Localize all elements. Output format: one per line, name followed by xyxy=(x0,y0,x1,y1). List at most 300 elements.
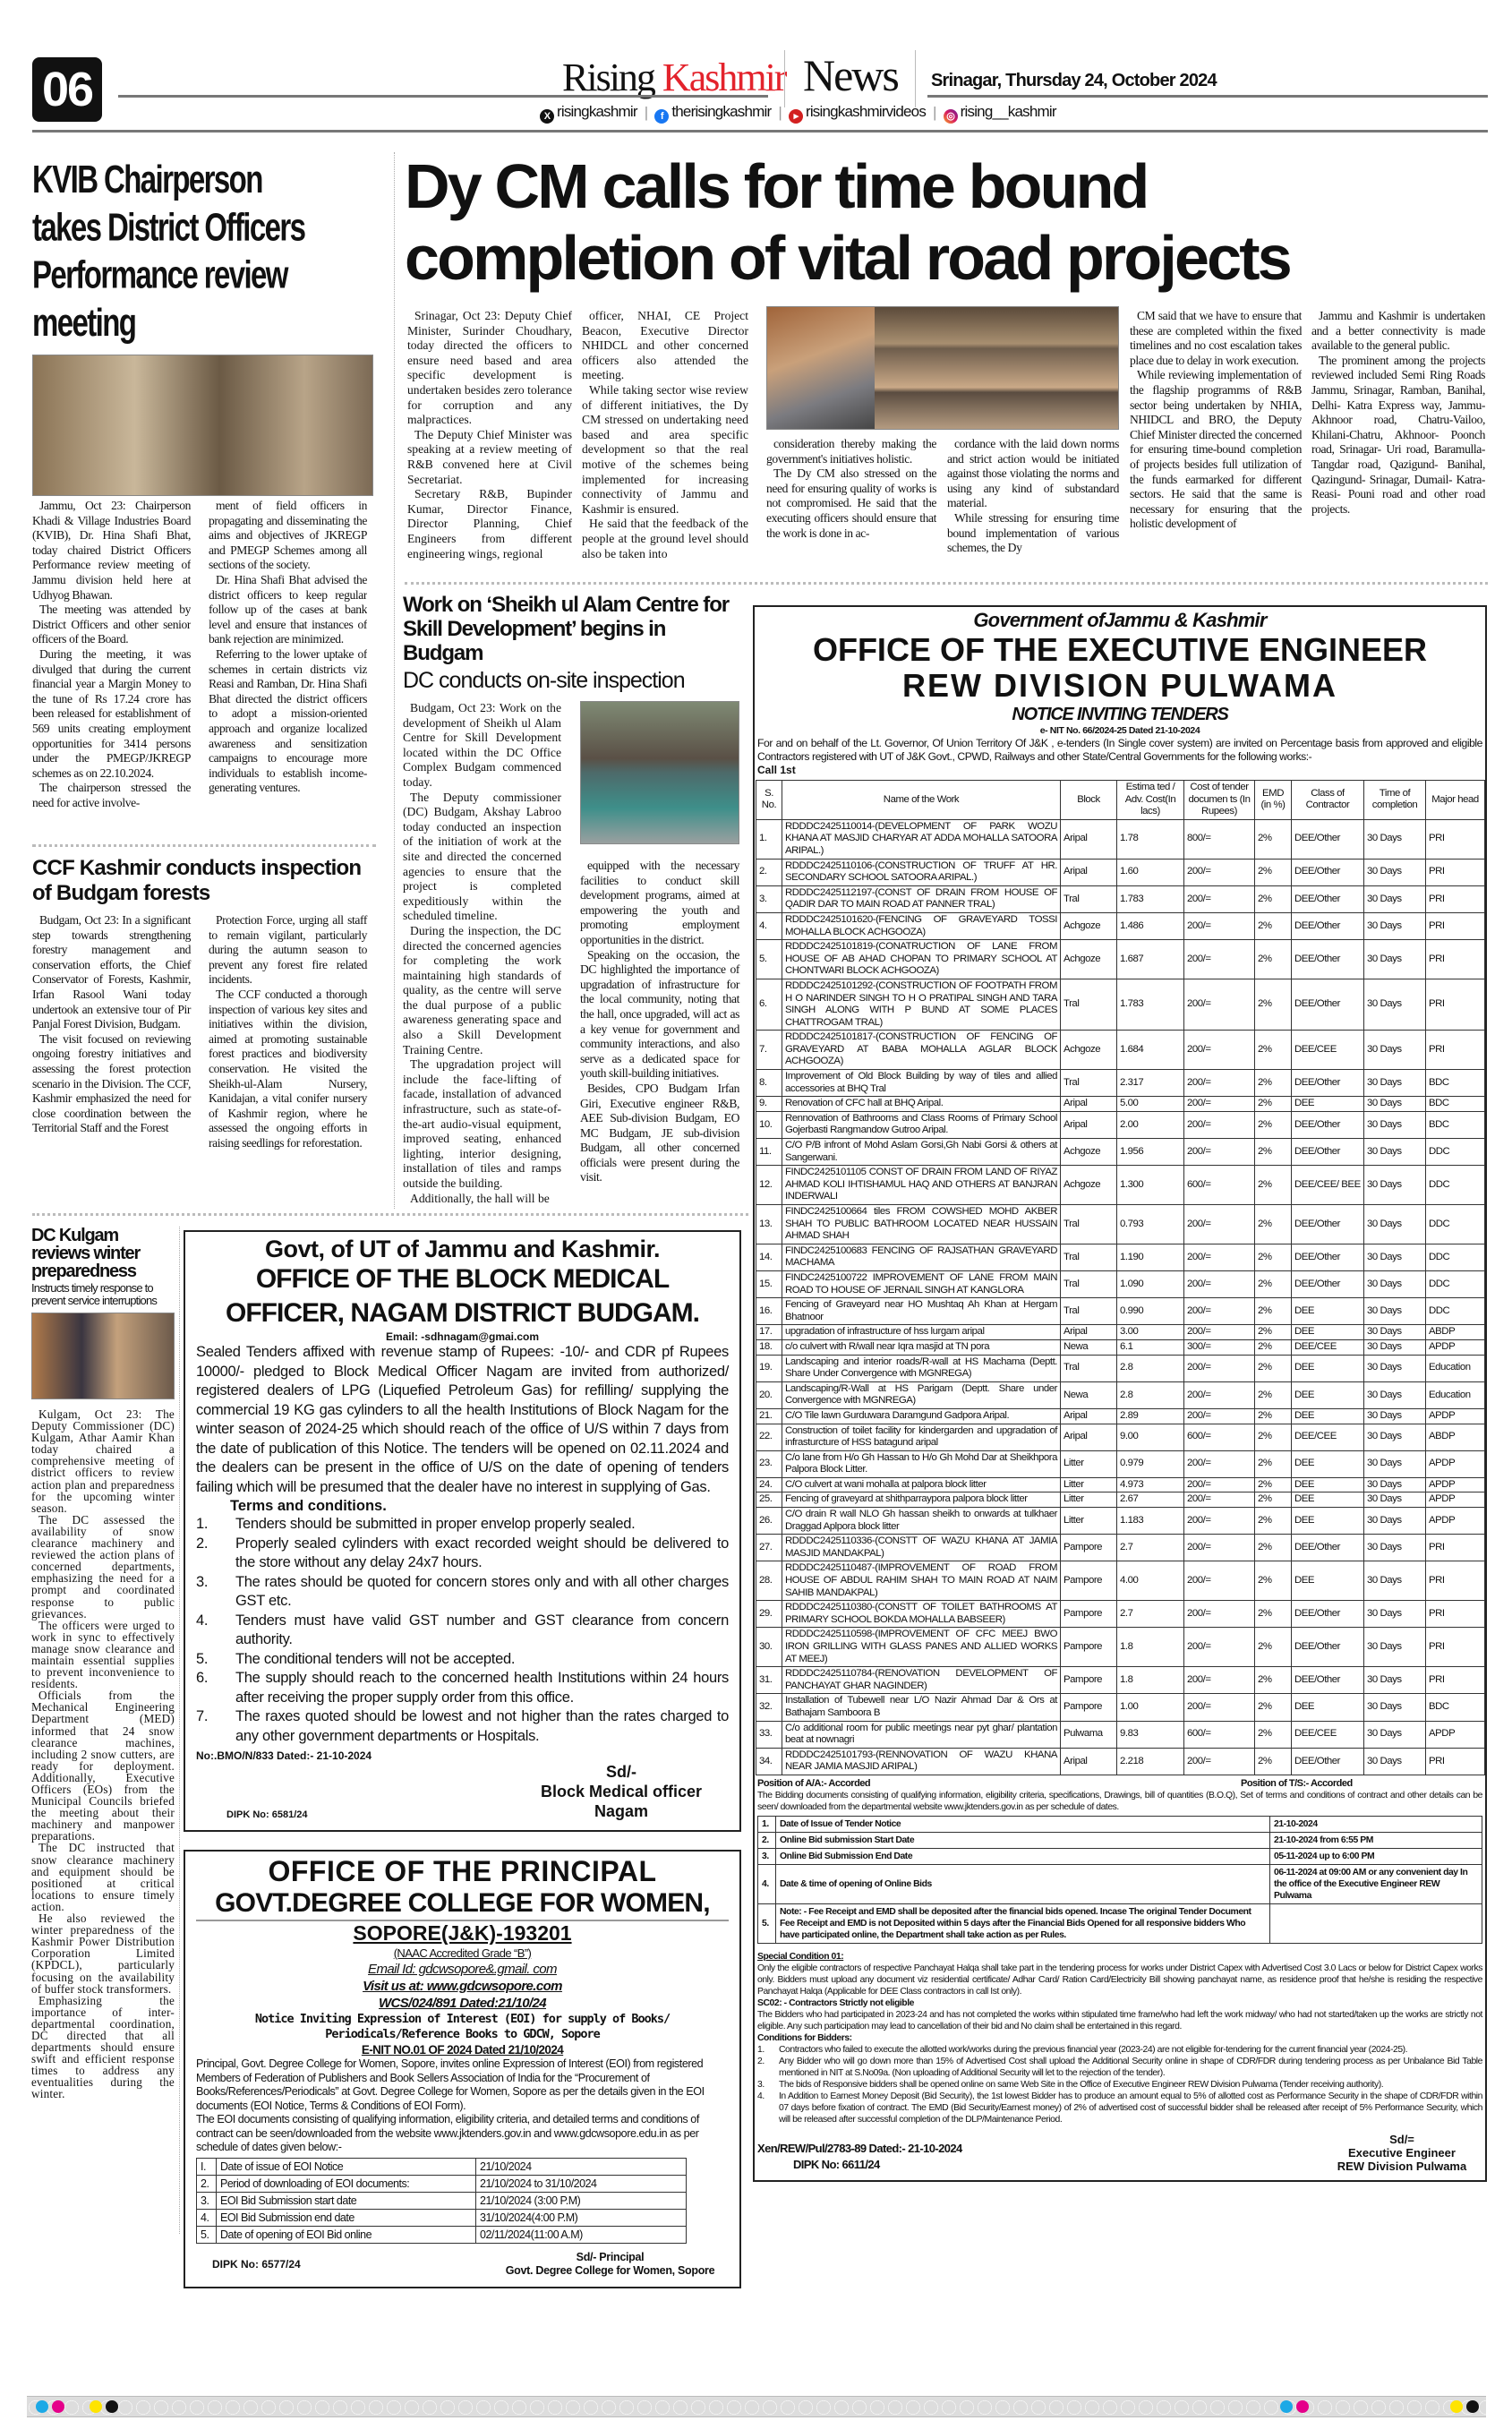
schedule-cell: 21/10/2024 xyxy=(476,2158,687,2175)
tender-ref: Xen/REW/Pul/2783-89 Dated:- 21-10-2024 xyxy=(757,2141,962,2155)
social-instagram[interactable] xyxy=(944,102,1056,124)
table-cell: RDDDC2425110487-(IMPROVEMENT OF ROAD FROM HOUSE OF ABDUL RAHIM SHAH TO MAIN ROAD AT NAIM SAHIB MANDAKPAL) xyxy=(782,1561,1061,1601)
table-cell: 200/= xyxy=(1184,1031,1255,1070)
lead-column-1 xyxy=(407,309,572,576)
table-cell: DEE/Other xyxy=(1292,1667,1364,1694)
table-cell: 4.973 xyxy=(1117,1477,1184,1492)
tender-dipk: DIPK No: 6611/24 xyxy=(793,2157,880,2171)
table-cell: 2% xyxy=(1255,885,1292,912)
table-cell: Achgoze xyxy=(1061,1139,1117,1166)
sd: Sd/- Principal xyxy=(576,2250,645,2263)
table-cell: 200/= xyxy=(1184,1694,1255,1721)
paragraph: The DC assessed the availability of snow clearance machinery and reviewed the action plans of concerned departments, emphasizing the need for a prompt and coordinated response to public grievances. xyxy=(31,1512,175,1621)
table-cell: 2.7 xyxy=(1117,1601,1184,1628)
item-number: 2. xyxy=(196,1535,209,1552)
schedule-cell: 1. xyxy=(758,1816,776,1832)
kulgam-meeting-photo xyxy=(31,1313,175,1399)
table-cell: DEE/CEE xyxy=(1292,1339,1364,1355)
paragraph: The Dy CM also stressed on the need for ensuring quality of works is not compromised. He said that the executing officers should ensure that the work is done in ac- xyxy=(766,466,936,540)
tender-intro: For and on behalf of the Lt. Governor, Of Union Territory Of J&K , e-tenders (In Single cover system) are invited on Percentage basis from approved and eligible Contractors registered with UT of J&K Govt., CPWD, Railways and other State/Central Governments for the following works:- xyxy=(757,737,1482,763)
table-cell: DEE/Other xyxy=(1292,940,1364,979)
table-cell: 2% xyxy=(1255,1325,1292,1340)
paragraph: Speaking on the occasion, the DC highlighted the importance of upgradation of infrastructure for the local community, noting that the hall, once upgraded, will act as a key venue for government and community interactions, and also serve as a dedicated space for youth skill-building initiatives. xyxy=(580,947,739,1081)
social-handle: therisingkashmir xyxy=(671,103,772,120)
table-cell: 5. xyxy=(756,940,782,979)
table-cell: 1.78 xyxy=(1117,819,1184,859)
sd: Sd/= xyxy=(1389,2132,1414,2146)
table-cell: 7. xyxy=(756,1031,782,1070)
table-cell: PRI xyxy=(1426,1601,1485,1628)
table-cell: DDC xyxy=(1426,1166,1485,1205)
table-cell: 30 Days xyxy=(1364,1355,1426,1381)
table-cell: DEE/Other xyxy=(1292,1270,1364,1297)
tender-office-line2: REW DIVISION PULWAMA xyxy=(901,667,1337,704)
item-number: 3. xyxy=(757,2079,765,2090)
table-cell: 30 Days xyxy=(1364,1450,1426,1477)
table-cell: 30 Days xyxy=(1364,1339,1426,1355)
tender-notice xyxy=(753,605,1487,2182)
table-row xyxy=(756,1694,1485,1721)
schedule-cell: 06-11-2024 at 09:00 AM or any convenient day In the office of the Executive Engineer REW Pulwama xyxy=(1270,1864,1482,1903)
item-number: 7. xyxy=(196,1708,209,1724)
paragraph: Referring to the lower uptake of schemes in certain districts viz Reasi and Ramban, Dr. Hina Shafi Bhat directed the district officers to adopt a mission-oriented approach and organize localized awareness and sensitization campaigns to encourage more individuals to establish income-generating ventures. xyxy=(209,646,367,795)
table-cell: Newa xyxy=(1061,1339,1117,1355)
table-cell: 2% xyxy=(1255,1205,1292,1244)
college-email[interactable]: Email Id: gdcwsopore&.gmail. com xyxy=(368,1962,557,1977)
table-cell: 30 Days xyxy=(1364,940,1426,979)
college-website[interactable]: Visit us at: www.gdcwsopore.com xyxy=(363,1979,562,1994)
table-cell: DEE/Other xyxy=(1292,1628,1364,1667)
table-row xyxy=(756,1748,1485,1775)
table-cell: 1.783 xyxy=(1117,885,1184,912)
table-cell: 30 Days xyxy=(1364,1070,1426,1097)
table-cell: 20. xyxy=(756,1381,782,1408)
table-cell: 0.990 xyxy=(1117,1298,1184,1325)
table-cell: DDC xyxy=(1426,1270,1485,1297)
column-header: Cost of tender documen ts (In Rupees) xyxy=(1184,781,1255,820)
table-cell: 200/= xyxy=(1184,1097,1255,1112)
table-cell: 2% xyxy=(1255,1561,1292,1601)
table-cell: 1.486 xyxy=(1117,912,1184,939)
table-cell: DEE xyxy=(1292,1492,1364,1508)
table-row xyxy=(756,1139,1485,1166)
table-cell: DEE/Other xyxy=(1292,1111,1364,1138)
lead-column-4 xyxy=(947,437,1119,577)
table-cell: 1.300 xyxy=(1117,1166,1184,1205)
conditions-list xyxy=(756,2044,1484,2125)
table-row xyxy=(756,1270,1485,1297)
divider xyxy=(32,1213,748,1216)
table-cell: DEE xyxy=(1292,1355,1364,1381)
table-cell: 2% xyxy=(1255,1298,1292,1325)
table-cell: 600/= xyxy=(1184,1721,1255,1748)
table-cell: 200/= xyxy=(1184,1748,1255,1775)
table-cell: 2% xyxy=(1255,940,1292,979)
table-cell: Achgoze xyxy=(1061,940,1117,979)
paragraph: He also reviewed the winter preparedness of the Kashmir Power Distribution Corporation Limited (KPDCL), particularly focusing on the availability of buffer stock transformers. xyxy=(31,1912,175,1996)
schedule-cell: Date of opening of EOI Bid online xyxy=(217,2226,476,2243)
table-cell: 9.00 xyxy=(1117,1424,1184,1450)
paragraph: Budgam, Oct 23: In a significant step towards strengthening forestry management and conservation efforts, the Chief Conservator of Forests, Kashmir, Irfan Rasool Wani today undertook an extensive tour of Pir Panjal Forest Division, Budgam. xyxy=(32,913,191,1031)
item-text: Any Bidder who will go down more than 15% of Advertised Cost shall upload the Additional Security online in shape of CDR/FDR during tendering process as per Unbalance Bid Table mentioned in NIT at S.No09a. (Non uploading of Additional Security will let to the rejection of the tender). xyxy=(779,2056,1482,2078)
table-cell: 30 Days xyxy=(1364,1298,1426,1325)
table-cell: Pampore xyxy=(1061,1535,1117,1561)
paragraph: Budgam, Oct 23: Work on the development of Sheikh ul Alam Centre for Skill Development located within the DC Office Complex Budgam commenced today. xyxy=(403,701,561,789)
table-cell: 2.7 xyxy=(1117,1535,1184,1561)
divider xyxy=(32,844,376,847)
table-cell: PRI xyxy=(1426,885,1485,912)
table-cell: ABDP xyxy=(1426,1424,1485,1450)
table-cell: 2.00 xyxy=(1117,1111,1184,1138)
table-cell: FINDC2425100664 tiles FROM COWSHED MOHD AKBER SHAH TO PUBLIC BATHROOM LOCATED NEAR HUSSAIN AHMAD SHAH xyxy=(782,1205,1061,1244)
table-cell: upgradation of infrastructure of hss lurgam aripal xyxy=(782,1325,1061,1340)
table-cell: 200/= xyxy=(1184,885,1255,912)
table-cell: 29. xyxy=(756,1601,782,1628)
divider xyxy=(784,50,785,107)
table-cell: DEE/CEE xyxy=(1292,1424,1364,1450)
lead-column-2 xyxy=(582,309,748,576)
table-row xyxy=(756,1097,1485,1112)
list-item xyxy=(196,1573,729,1612)
schedule-cell: Date & time of opening of Online Bids xyxy=(776,1864,1270,1903)
tender-works-table xyxy=(756,780,1485,1775)
table-cell: 2% xyxy=(1255,979,1292,1030)
divider xyxy=(915,50,916,107)
tender-notice-title: NOTICE INVITING TENDERS xyxy=(1012,705,1228,724)
table-cell: DEE xyxy=(1292,1694,1364,1721)
table-cell: C/o additional room for public meetings near pyt ghar/ plantation beat at nownagri xyxy=(782,1721,1061,1748)
table-cell: 30 Days xyxy=(1364,1508,1426,1535)
table-cell: 200/= xyxy=(1184,1298,1255,1325)
youtube-icon: ▸ xyxy=(789,109,803,124)
schedule-row xyxy=(197,2192,687,2209)
table-cell: Education xyxy=(1426,1355,1485,1381)
table-cell: 1.190 xyxy=(1117,1244,1184,1270)
headline-line: Performance review xyxy=(32,252,287,296)
table-cell: 200/= xyxy=(1184,1667,1255,1694)
table-cell: DEE/Other xyxy=(1292,979,1364,1030)
schedule-cell: 4. xyxy=(758,1864,776,1903)
table-cell: 1.8 xyxy=(1117,1667,1184,1694)
table-cell: 32. xyxy=(756,1694,782,1721)
ccf-column-2 xyxy=(209,913,367,1151)
social-x[interactable] xyxy=(540,102,637,124)
schedule-cell: 4. xyxy=(197,2209,217,2226)
table-row xyxy=(756,1381,1485,1408)
paragraph: CM said that we have to ensure that these are completed within the fixed timelines and no cost escalation takes place due to delay in work execution. xyxy=(1130,309,1302,367)
college-office-line1: OFFICE OF THE PRINCIPAL xyxy=(268,1855,657,1887)
table-cell: DEE/Other xyxy=(1292,1601,1364,1628)
budgam-column-1 xyxy=(403,701,561,1206)
table-row xyxy=(756,1535,1485,1561)
left-notices xyxy=(184,1230,741,2288)
table-cell: 1.684 xyxy=(1117,1031,1184,1070)
table-cell: DDC xyxy=(1426,1139,1485,1166)
table-cell: 30 Days xyxy=(1364,1628,1426,1667)
table-cell: APDP xyxy=(1426,1492,1485,1508)
lead-column-5 xyxy=(1130,309,1302,576)
table-cell: 15. xyxy=(756,1270,782,1297)
table-cell: 200/= xyxy=(1184,1477,1255,1492)
schedule-cell: Period of downloading of EOI documents: xyxy=(217,2175,476,2192)
table-cell: 200/= xyxy=(1184,1628,1255,1667)
table-cell: 12. xyxy=(756,1166,782,1205)
item-text: In Addition to Earnest Money Deposit (Bid Security), the 1st lowest Bidder has to produce an amount equal to 5% of allotted cost as Performance Security in the shape of CDR/FDR within 07 days before fixation of contract. The EMD (Bid Security/Earnest money) of 2% of advertised cost of successful bidder shall be released after receipt of 5% Performance Security, which will be released after successful completion of the DLP/Maintenance Period. xyxy=(779,2091,1482,2125)
table-cell: 200/= xyxy=(1184,1070,1255,1097)
table-cell: 2% xyxy=(1255,1694,1292,1721)
item-text: The rates should be quoted for concern stores only and with all other charges GST etc. xyxy=(235,1573,729,1609)
table-cell: 200/= xyxy=(1184,1270,1255,1297)
schedule-cell: Note: - Fee Receipt and EMD shall be deposited after the financial bids opened. Incase The original Tender Document Fee Receipt and EMD is not Deposited within 5 days after the Financial Bids Opened for all responsive bidders Who have participated online, the Department shall take action as per Rules. xyxy=(776,1903,1270,1943)
college-signature xyxy=(491,2251,729,2278)
tender-govt: Government ofJammu & Kashmir xyxy=(973,609,1267,631)
table-cell: 19. xyxy=(756,1355,782,1381)
table-cell: Aripal xyxy=(1061,1408,1117,1424)
table-cell: APDP xyxy=(1426,1508,1485,1535)
table-cell: 0.979 xyxy=(1117,1450,1184,1477)
table-cell: RDDDC2425110014-(DEVELOPMENT OF PARK WOZU KHANA AT MASJID CHARYAR AT ADDA MOHALLA SATOORA ARIPAL.) xyxy=(782,819,1061,859)
table-row xyxy=(756,1408,1485,1424)
table-cell: 2% xyxy=(1255,1381,1292,1408)
table-cell: 2% xyxy=(1255,1477,1292,1492)
table-cell: 200/= xyxy=(1184,1139,1255,1166)
table-row xyxy=(756,1601,1485,1628)
paragraph: Officials from the Mechanical Engineering Department (MED) informed that 24 snow clearance machines, including 2 snow cutters, are ready for deployment. Additionally, Executive Officers (EOs) from the Municipal Councils briefed the meeting about their machinery and manpower preparations. xyxy=(31,1689,175,1843)
item-text: Contractors who failed to execute the allotted work/works during the previous financial year (2023-24) are not eligible for-tendering for the current financial year (2024-25). xyxy=(779,2044,1408,2055)
table-cell: Landscaping/R-Wall at HS Parigam (Deptt. Share under Convergence with MGNREGA) xyxy=(782,1381,1061,1408)
item-text: Tenders should be submitted in proper envelop properly sealed. xyxy=(235,1516,636,1532)
table-cell: 5.00 xyxy=(1117,1097,1184,1112)
college-naac: (NAAC Accredited Grade “B”) xyxy=(393,1946,532,1960)
table-cell: 9.83 xyxy=(1117,1721,1184,1748)
table-row xyxy=(756,1244,1485,1270)
table-cell: 1.687 xyxy=(1117,940,1184,979)
table-cell: DEE xyxy=(1292,1381,1364,1408)
table-cell: Aripal xyxy=(1061,859,1117,885)
paragraph: consideration thereby making the government's initiatives holistic. xyxy=(766,437,936,466)
table-cell: Rennovation of Bathrooms and Class Rooms of Primary School Gojerbasti Rangmandow Gutroo Aripal. xyxy=(782,1111,1061,1138)
bmo-email: Email: -sdhnagam@gmai.com xyxy=(385,1330,540,1343)
logo-rising: Rising xyxy=(562,56,654,99)
table-cell: Aripal xyxy=(1061,1748,1117,1775)
tender-signature xyxy=(1321,2133,1482,2173)
bmo-dipk: DIPK No: 6581/24 xyxy=(226,1809,308,1820)
sc02-title: SC02: - Contractors Strictly not eligible xyxy=(757,1997,914,2008)
table-cell: 30 Days xyxy=(1364,1721,1426,1748)
table-cell: 6. xyxy=(756,979,782,1030)
table-cell: Litter xyxy=(1061,1508,1117,1535)
table-cell: 2.8 xyxy=(1117,1381,1184,1408)
table-cell: RDDDC2425101793-(RENNOVATION OF WAZU KHANA NEAR JAMIA MASJID ARIPAL) xyxy=(782,1748,1061,1775)
budgam-subhead: DC conducts on-site inspection xyxy=(403,668,685,693)
cyan-dot xyxy=(1280,2400,1293,2413)
table-row xyxy=(756,1298,1485,1325)
social-facebook[interactable] xyxy=(654,102,771,124)
college-eoi-title: Notice Inviting Expression of Interest (EOI) for supply of Books/ Periodicals/Reference Books to GDCW, Sopore xyxy=(254,2012,671,2041)
table-cell: 200/= xyxy=(1184,1111,1255,1138)
item-number: 1. xyxy=(757,2044,765,2055)
item-number: 4. xyxy=(196,1612,209,1629)
masthead-logo xyxy=(562,56,785,100)
position-ts: Position of T/S:- Accorded xyxy=(1241,1777,1353,1789)
item-text: The supply should reach to the concerned health Institutions within 24 hours after receiving the proper supply order from this office. xyxy=(235,1670,729,1706)
table-row xyxy=(756,1070,1485,1097)
table-row xyxy=(756,1450,1485,1477)
paragraph: During the meeting, it was divulged that during the current financial year a Margin Money to the tune of Rs 17.24 crore has been released for establishment of 569 units creating employment opportunities for 3414 persons under the PMEGP/JKREGP schemes as on 22.10.2024. xyxy=(32,646,191,780)
table-cell: Aripal xyxy=(1061,1424,1117,1450)
social-youtube[interactable] xyxy=(789,102,926,124)
table-cell: DEE/CEE xyxy=(1292,1721,1364,1748)
schedule-cell: 5. xyxy=(758,1903,776,1943)
table-cell: 30 Days xyxy=(1364,1270,1426,1297)
table-cell: 30 Days xyxy=(1364,885,1426,912)
signatory: Block Medical officer xyxy=(540,1783,703,1800)
table-cell: 26. xyxy=(756,1508,782,1535)
table-cell: 200/= xyxy=(1184,1244,1255,1270)
list-item xyxy=(196,1669,729,1707)
table-cell: BDC xyxy=(1426,1694,1485,1721)
ccf-column-1 xyxy=(32,913,191,1151)
table-cell: 600/= xyxy=(1184,1424,1255,1450)
table-cell: 23. xyxy=(756,1450,782,1477)
table-cell: C/O drain R wall NLO Gh hassan sheikh to onwards at tulkhaer Draggad Aplpora block litter xyxy=(782,1508,1061,1535)
table-cell: DEE/Other xyxy=(1292,885,1364,912)
tender-footer xyxy=(756,2125,1484,2173)
paragraph: Secretary R&B, Bupinder Kumar, Director Finance, Director Planning, Chief Engineers from different engineering wings, regional xyxy=(407,487,572,560)
table-cell: Pampore xyxy=(1061,1561,1117,1601)
paragraph: The Deputy Chief Minister was speaking at a review meeting of R&B convened here at Civil Secretariat. xyxy=(407,427,572,486)
table-cell: RDDDC2425110598-(IMPROVEMENT OF CFC MEEJ BWO IRON GRILLING WITH GLASS PANES AND ALLIED WORKS AT MEEJ) xyxy=(782,1628,1061,1667)
table-cell: 800/= xyxy=(1184,819,1255,859)
table-cell: DEE xyxy=(1292,1325,1364,1340)
divider xyxy=(118,95,768,98)
table-cell: 2.218 xyxy=(1117,1748,1184,1775)
table-cell: DDC xyxy=(1426,1244,1485,1270)
table-cell: PRI xyxy=(1426,1748,1485,1775)
table-cell: 30 Days xyxy=(1364,979,1426,1030)
social-handle: risingkashmir xyxy=(557,103,637,120)
lead-column-6 xyxy=(1311,309,1485,576)
schedule-row xyxy=(758,1903,1482,1943)
table-cell: 0.793 xyxy=(1117,1205,1184,1244)
signatory: Govt. Degree College for Women, Sopore xyxy=(505,2263,715,2277)
table-cell: 2% xyxy=(1255,1721,1292,1748)
table-cell: 2% xyxy=(1255,1070,1292,1097)
item-text: The conditional tenders will not be accepted. xyxy=(235,1650,516,1667)
table-cell: Tral xyxy=(1061,1205,1117,1244)
table-cell: Pampore xyxy=(1061,1667,1117,1694)
table-cell: C/o lane from H/o Gh Hassan to H/o Gh Mohd Dar at Sheikhpora Palpora Block Litter. xyxy=(782,1450,1061,1477)
table-cell: 2% xyxy=(1255,1492,1292,1508)
table-cell: PRI xyxy=(1426,912,1485,939)
table-cell: Aripal xyxy=(1061,819,1117,859)
table-cell: 200/= xyxy=(1184,1381,1255,1408)
tender-schedule-table xyxy=(757,1816,1482,1944)
table-cell: 27. xyxy=(756,1535,782,1561)
table-cell: DEE/CEE xyxy=(1292,1031,1364,1070)
schedule-cell: EOI Bid Submission start date xyxy=(217,2192,476,2209)
schedule-row xyxy=(197,2209,687,2226)
table-cell: APDP xyxy=(1426,1477,1485,1492)
schedule-cell: Date of Issue of Tender Notice xyxy=(776,1816,1270,1832)
table-cell: 200/= xyxy=(1184,979,1255,1030)
table-cell: 2% xyxy=(1255,1270,1292,1297)
position-aa: Position of A/A:- Accorded xyxy=(757,1777,871,1789)
table-cell: 2% xyxy=(1255,1111,1292,1138)
sc02-text: The Bidders who had participated in 2023-24 and has not completed the works within stipulated time frame/who had left the work midway/ who had not started/taken up the works are strictly not eligible. Any such participation may lead to cancellation of their bid and No claim shall be entertained in this regard. xyxy=(757,2009,1482,2031)
tender-nit-number: e- NIT No. 66/2024-25 Dated 21-10-2024 xyxy=(1039,725,1200,736)
table-cell: 30 Days xyxy=(1364,1601,1426,1628)
table-cell: Newa xyxy=(1061,1381,1117,1408)
table-cell: DDC xyxy=(1426,1205,1485,1244)
table-row xyxy=(756,1628,1485,1667)
table-cell: RDDDC2425110784-(RENOVATION DEVELOPMENT OF PANCHAYAT GHAR NAGINDER) xyxy=(782,1667,1061,1694)
tender-call: Call 1st xyxy=(757,764,796,776)
table-cell: PRI xyxy=(1426,1628,1485,1667)
kvib-headline xyxy=(32,156,394,346)
table-cell: 2% xyxy=(1255,912,1292,939)
table-cell: 30 Days xyxy=(1364,912,1426,939)
paragraph: officer, NHAI, CE Project Beacon, Executive Director NHIDCL and other concerned officers also attended the meeting. xyxy=(582,309,748,382)
table-cell: RDDDC2425110106-(CONSTRUCTION OF TRUFF AT HR. SECONDARY SCHOOL SATOORA ARIPAL.) xyxy=(782,859,1061,885)
table-cell: 200/= xyxy=(1184,1325,1255,1340)
paragraph: The visit focused on reviewing ongoing forestry initiatives and assessing the forest protection scenario in the Division. The CCF, Kashmir emphasized the need for close coordination between the Territorial Staff and the Forest xyxy=(32,1031,191,1135)
table-cell: 600/= xyxy=(1184,1166,1255,1205)
college-ref: WCS/024/891 Dated:21/10/24 xyxy=(378,1996,546,2011)
table-cell: Landscaping and interior roads/R-wall at HS Machama (Deptt. Share Under Convergence with MGNREGA) xyxy=(782,1355,1061,1381)
schedule-cell: Online Bid submission Start Date xyxy=(776,1832,1270,1848)
social-links: X risingkashmir | f therisingkashmir | ▸ risingkashmirvideos | ◎ rising__kashmir xyxy=(540,102,1184,124)
table-cell: DEE/Other xyxy=(1292,1139,1364,1166)
list-item xyxy=(196,1612,729,1650)
paragraph: While stressing for ensuring time bound implementation of various schemes, the Dy xyxy=(947,510,1119,555)
schedule-cell: Online Bid Submission End Date xyxy=(776,1848,1270,1864)
table-cell: c/o culvert with R/wall near Iqra masjid at TN pora xyxy=(782,1339,1061,1355)
schedule-cell: 21/10/2024 (3:00 P.M) xyxy=(476,2192,687,2209)
table-row xyxy=(756,1339,1485,1355)
table-row xyxy=(756,979,1485,1030)
list-item xyxy=(196,1515,729,1535)
table-cell: Tral xyxy=(1061,1355,1117,1381)
table-cell: 30 Days xyxy=(1364,1244,1426,1270)
bmo-office-line1: OFFICE OF THE BLOCK MEDICAL xyxy=(255,1264,670,1294)
table-row xyxy=(756,1355,1485,1381)
list-item xyxy=(196,1707,729,1746)
table-cell: PRI xyxy=(1426,940,1485,979)
table-cell: BDC xyxy=(1426,1070,1485,1097)
table-cell: 1.090 xyxy=(1117,1270,1184,1297)
divider xyxy=(927,95,1488,98)
table-row xyxy=(756,1561,1485,1601)
social-handle: risingkashmirvideos xyxy=(805,103,927,120)
schedule-cell: 3. xyxy=(197,2192,217,2209)
black-dot xyxy=(106,2400,118,2413)
table-cell: 2.89 xyxy=(1117,1408,1184,1424)
headline-line: meeting xyxy=(32,299,136,345)
table-cell: 4. xyxy=(756,912,782,939)
schedule-cell: 31/10/2024(4:00 P.M) xyxy=(476,2209,687,2226)
table-cell: Fencing of Graveyard near HO Mushtaq Ah Khan at Hergam Bhatnoor xyxy=(782,1298,1061,1325)
print-registration-strip xyxy=(27,2396,1486,2417)
paragraph: The CCF conducted a thorough inspection of various key sites and initiatives within the division, aimed at promoting sustainable forest practices and biodiversity conservation. He visited the Sheikh-ul-Alam Nursery, Kanidajan, a vital conifer nursery of Kashmir region, where he assessed the ongoing efforts in raising seedlings for reforestation. xyxy=(209,987,367,1150)
table-cell: 200/= xyxy=(1184,1601,1255,1628)
table-cell: DEE xyxy=(1292,1508,1364,1535)
schedule-cell: 05-11-2024 up to 6:00 PM xyxy=(1270,1848,1482,1864)
table-cell: 200/= xyxy=(1184,1561,1255,1601)
table-cell: 2% xyxy=(1255,859,1292,885)
table-cell: 1. xyxy=(756,819,782,859)
table-cell: 2. xyxy=(756,859,782,885)
